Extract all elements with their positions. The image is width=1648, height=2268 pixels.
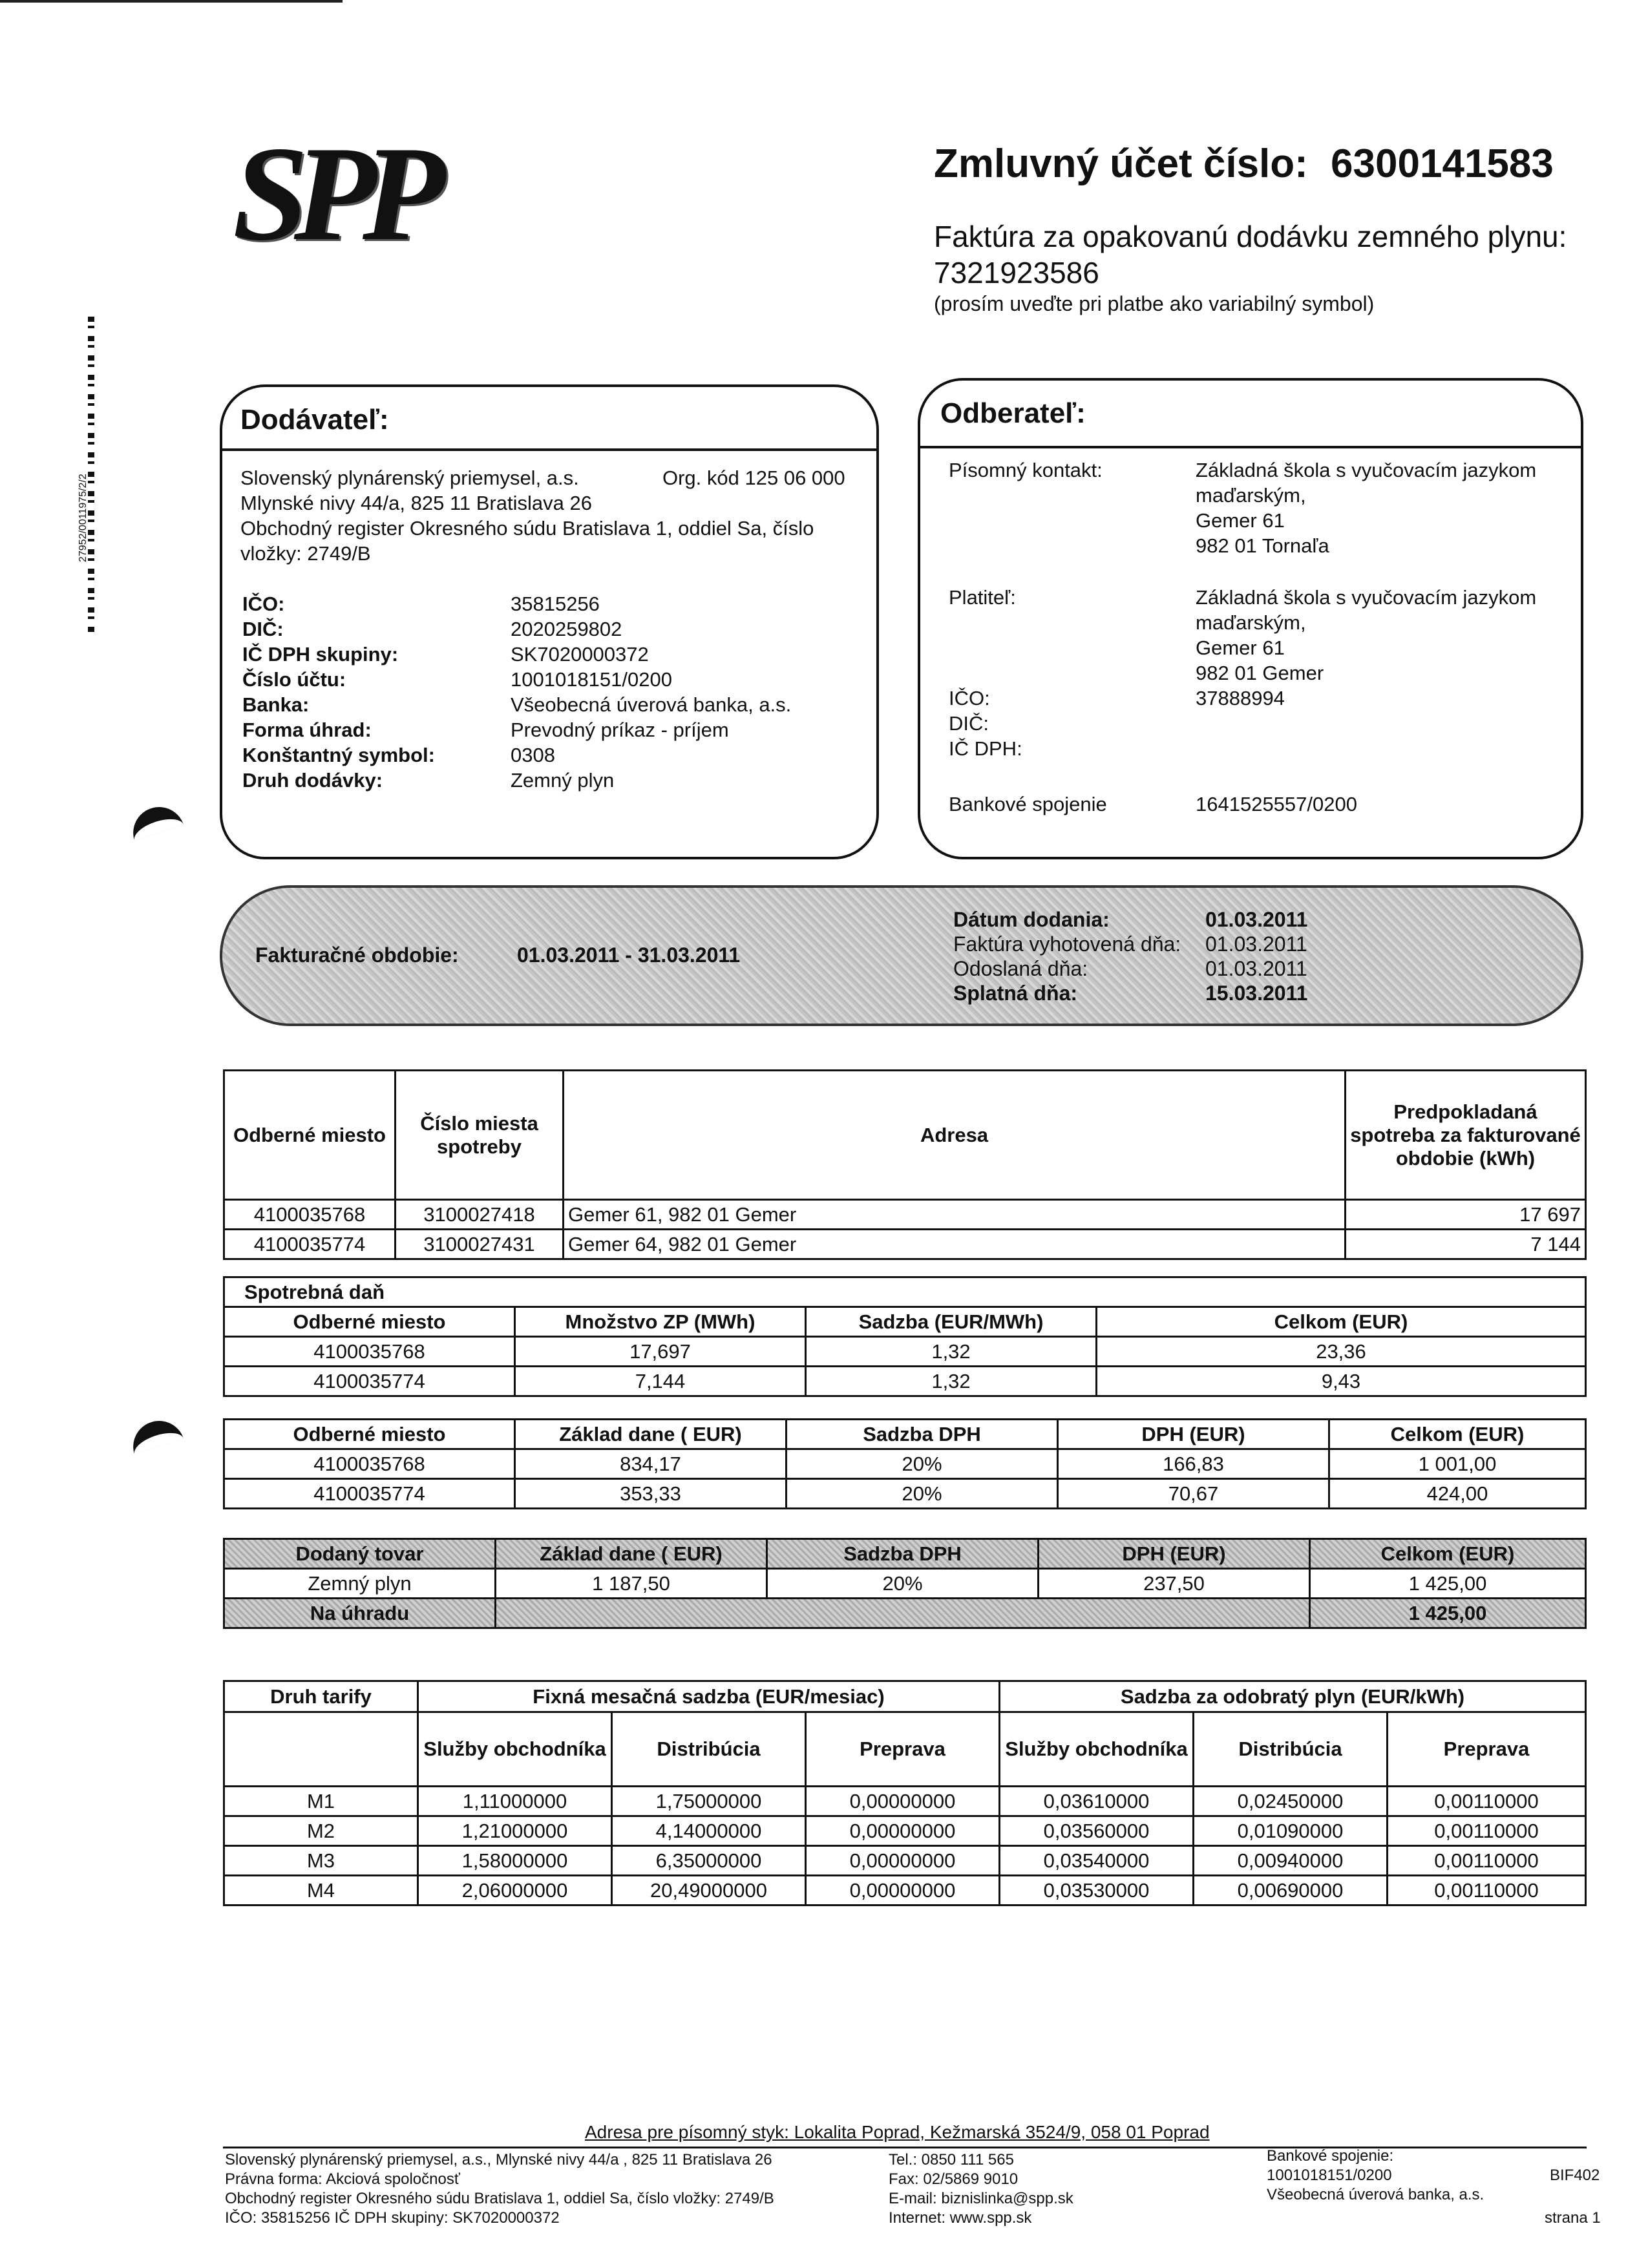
- footer-left-2: Právna forma: Akciová spoločnosť: [225, 2170, 460, 2188]
- excise-col-rate: Sadzba (EUR/MWh): [806, 1307, 1097, 1337]
- tariff-cell: 0,01090000: [1194, 1816, 1388, 1846]
- supplier-value-account: 1001018151/0200: [511, 668, 672, 691]
- tariff-group-consumption: Sadzba za odobratý plyn (EUR/kWh): [1000, 1681, 1586, 1712]
- payer-line-2: maďarským,: [1196, 611, 1306, 634]
- excise-place-cell: 4100035774: [224, 1367, 515, 1396]
- supplier-register-2: vložky: 2749/B: [240, 542, 371, 565]
- supplier-label-constant-symbol: Konštantný symbol:: [242, 744, 435, 766]
- contact-line-1: Základná škola s vyučovacím jazykom: [1196, 459, 1537, 481]
- supplier-label-payment-form: Forma úhrad:: [242, 719, 372, 741]
- tariff-type-cell: M1: [224, 1787, 418, 1816]
- footer-left-4: IČO: 35815256 IČ DPH skupiny: SK7020000372: [225, 2209, 560, 2227]
- table-row: [224, 1200, 1586, 1230]
- tariff-sub-var-distribution: Distribúcia: [1194, 1712, 1388, 1787]
- table-row: [224, 1479, 1586, 1509]
- due-date-value: 15.03.2011: [1205, 982, 1308, 1005]
- tariff-cell: 0,00000000: [806, 1787, 1000, 1816]
- tariff-sub-fixed-distribution: Distribúcia: [612, 1712, 806, 1787]
- supplier-value-dic: 2020259802: [511, 618, 622, 640]
- tariff-col-type: Druh tarify: [224, 1681, 418, 1712]
- footer-page-number: strana 1: [1545, 2209, 1601, 2227]
- table-row: [224, 1816, 1586, 1846]
- tariff-cell: 0,00110000: [1388, 1876, 1586, 1906]
- tariff-cell: 0,00110000: [1388, 1787, 1586, 1816]
- scan-mark-1: [127, 801, 184, 841]
- table-row: [224, 1449, 1586, 1479]
- footer-email: E-mail: biznislinka@spp.sk: [889, 2190, 1073, 2207]
- tariff-cell: 4,14000000: [612, 1816, 806, 1846]
- customer-icdph-label: IČ DPH:: [949, 737, 1022, 760]
- issued-date-value: 01.03.2011: [1205, 932, 1307, 956]
- supplier-name: Slovenský plynárenský priemysel, a.s.: [240, 467, 579, 489]
- table-row: [224, 1230, 1586, 1259]
- tariff-cell: 0,03560000: [1000, 1816, 1194, 1846]
- account-title-label: Zmluvný účet číslo:: [934, 142, 1308, 186]
- excise-total-cell: 23,36: [1097, 1337, 1586, 1367]
- table-row: [224, 1337, 1586, 1367]
- invoice-heading: [934, 218, 1567, 291]
- vat-col-total: Celkom (EUR): [1329, 1420, 1586, 1449]
- excise-place-cell: 4100035768: [224, 1337, 515, 1367]
- payer-line-3: Gemer 61: [1196, 636, 1285, 659]
- vat-total-cell: 424,00: [1329, 1479, 1586, 1509]
- tariff-cell: 1,11000000: [418, 1787, 612, 1816]
- vat-col-place: Odberné miesto: [224, 1420, 515, 1449]
- footer-phone: Tel.: 0850 111 565: [889, 2151, 1014, 2168]
- scan-mark-2: [127, 1414, 184, 1455]
- spp-logo: [233, 119, 472, 269]
- tariff-sub-fixed-transport: Preprava: [806, 1712, 1000, 1787]
- issued-date-label: Faktúra vyhotovená dňa:: [953, 932, 1181, 956]
- vat-rate-cell: 20%: [787, 1449, 1058, 1479]
- tariff-cell: 1,21000000: [418, 1816, 612, 1846]
- invoice-number: 7321923586: [934, 256, 1099, 289]
- contact-line-3: Gemer 61: [1196, 509, 1285, 532]
- payer-line-4: 982 01 Gemer: [1196, 662, 1324, 684]
- amount-due-value: 1 425,00: [1310, 1599, 1586, 1628]
- excise-rate-cell: 1,32: [806, 1367, 1097, 1396]
- vat-amount-cell: 166,83: [1058, 1449, 1329, 1479]
- logo-text: SPP: [233, 119, 432, 269]
- customer-ico-value: 37888994: [1196, 687, 1285, 709]
- customer-dic-label: DIČ:: [949, 712, 989, 735]
- goods-col-total: Celkom (EUR): [1310, 1539, 1586, 1569]
- tariff-sub-var-transport: Preprava: [1388, 1712, 1586, 1787]
- col-address: Adresa: [564, 1071, 1346, 1200]
- goods-col-rate: Sadzba DPH: [767, 1539, 1039, 1569]
- vat-base-cell: 353,33: [515, 1479, 787, 1509]
- vat-place-cell: 4100035774: [224, 1479, 515, 1509]
- sent-date-value: 01.03.2011: [1205, 957, 1307, 980]
- tariff-cell: 0,00110000: [1388, 1846, 1586, 1876]
- customer-title-rule: [920, 446, 1581, 448]
- tariff-cell: 0,03610000: [1000, 1787, 1194, 1816]
- supplier-label-bank: Banka:: [242, 693, 310, 716]
- footer-left-1: Slovenský plynárenský priemysel, a.s., Mlynské nivy 44/a , 825 11 Bratislava 26: [225, 2151, 772, 2168]
- tariff-cell: 0,00690000: [1194, 1876, 1388, 1906]
- goods-col-base: Základ dane ( EUR): [496, 1539, 767, 1569]
- col-expected-consumption: Predpokladaná spotreba za fakturované obdobie (kWh): [1346, 1071, 1586, 1200]
- excise-total-cell: 9,43: [1097, 1367, 1586, 1396]
- supplier-org-code: Org. kód 125 06 000: [662, 467, 845, 489]
- tariff-cell: 0,00000000: [806, 1846, 1000, 1876]
- invoice-note: (prosím uveďte pri platbe ako variabilný symbol): [934, 292, 1375, 315]
- footer-bank-account: 1001018151/0200: [1267, 2167, 1392, 2184]
- payer-line-1: Základná škola s vyučovacím jazykom: [1196, 586, 1537, 609]
- vat-rate-cell: 20%: [787, 1479, 1058, 1509]
- account-title: [934, 141, 1554, 187]
- tariff-type-cell: M4: [224, 1876, 418, 1906]
- vat-col-base: Základ dane ( EUR): [515, 1420, 787, 1449]
- vat-total-cell: 1 001,00: [1329, 1449, 1586, 1479]
- side-code: 27952/0011975/2/2: [78, 474, 89, 562]
- contact-line-2: maďarským,: [1196, 484, 1306, 507]
- excise-col-place: Odberné miesto: [224, 1307, 515, 1337]
- excise-quantity-cell: 17,697: [515, 1337, 806, 1367]
- contact-line-4: 982 01 Tornaľa: [1196, 534, 1329, 557]
- tariff-cell: 0,03540000: [1000, 1846, 1194, 1876]
- delivery-date-label: Dátum dodania:: [953, 908, 1110, 931]
- invoice-label: Faktúra za opakovanú dodávku zemného plynu:: [934, 220, 1567, 253]
- vat-place-cell: 4100035768: [224, 1449, 515, 1479]
- footer-bank-name: Všeobecná úverová banka, a.s.: [1267, 2186, 1484, 2203]
- vat-base-cell: 834,17: [515, 1449, 787, 1479]
- address-cell: Gemer 61, 982 01 Gemer: [564, 1200, 1346, 1230]
- bank-value: 1641525557/0200: [1196, 793, 1357, 815]
- excise-col-total: Celkom (EUR): [1097, 1307, 1586, 1337]
- customer-ico-label: IČO:: [949, 687, 990, 709]
- footer-web: Internet: www.spp.sk: [889, 2209, 1032, 2227]
- footer-bank-label: Bankové spojenie:: [1267, 2147, 1394, 2165]
- tariff-sub-empty: [224, 1712, 418, 1787]
- tariff-cell: 20,49000000: [612, 1876, 806, 1906]
- account-number: 6300141583: [1331, 142, 1554, 186]
- supplier-label-delivery-type: Druh dodávky:: [242, 769, 383, 792]
- period-value: 01.03.2011 - 31.03.2011: [517, 943, 741, 967]
- vat-col-rate: Sadzba DPH: [787, 1420, 1058, 1449]
- tariff-cell: 0,00110000: [1388, 1816, 1586, 1846]
- supplier-value-payment-form: Prevodný príkaz - príjem: [511, 719, 729, 741]
- place-cell: 4100035774: [224, 1230, 396, 1259]
- period-label: Fakturačné obdobie:: [255, 943, 459, 967]
- supplier-title-rule: [222, 448, 876, 451]
- vat-amount-cell: 70,67: [1058, 1479, 1329, 1509]
- supplier-value-icdph: SK7020000372: [511, 643, 649, 666]
- excise-rate-cell: 1,32: [806, 1337, 1097, 1367]
- amount-due-label: Na úhradu: [224, 1599, 496, 1628]
- table-row: [224, 1367, 1586, 1396]
- contact-label: Písomný kontakt:: [949, 459, 1103, 481]
- goods-col-item: Dodaný tovar: [224, 1539, 496, 1569]
- tariff-cell: 0,03530000: [1000, 1876, 1194, 1906]
- footer-left-3: Obchodný register Okresného súdu Bratislava 1, oddiel Sa, číslo vložky: 2749/B: [225, 2190, 774, 2207]
- goods-item-cell: Zemný plyn: [224, 1569, 496, 1599]
- table-row: [224, 1787, 1586, 1816]
- supplier-label-account: Číslo účtu:: [242, 668, 346, 691]
- footer-address-line: Adresa pre písomný styk: Lokalita Poprad, Kežmarská 3524/9, 058 01 Poprad: [585, 2122, 1210, 2142]
- supplier-value-constant-symbol: 0308: [511, 744, 555, 766]
- tariff-sub-var-services: Služby obchodníka: [1000, 1712, 1194, 1787]
- supplier-label-icdph: IČ DPH skupiny:: [242, 643, 399, 666]
- supplier-address: Mlynské nivy 44/a, 825 11 Bratislava 26: [240, 492, 592, 514]
- customer-title: Odberateľ:: [940, 397, 1086, 429]
- place-number-cell: 3100027418: [396, 1200, 564, 1230]
- supplier-value-delivery-type: Zemný plyn: [511, 769, 615, 792]
- goods-base-cell: 1 187,50: [496, 1569, 767, 1599]
- excise-col-quantity: Množstvo ZP (MWh): [515, 1307, 806, 1337]
- tariff-cell: 6,35000000: [612, 1846, 806, 1876]
- excise-tax-table: [223, 1276, 1587, 1397]
- table-row: [224, 1569, 1586, 1599]
- payer-label: Platiteľ:: [949, 586, 1016, 609]
- bank-label: Bankové spojenie: [949, 793, 1107, 815]
- table-row: [224, 1876, 1586, 1906]
- tariff-table: [223, 1680, 1587, 1906]
- goods-table: [223, 1538, 1587, 1629]
- excise-quantity-cell: 7,144: [515, 1367, 806, 1396]
- scan-artifact-top-line: [0, 0, 343, 3]
- goods-col-vat: DPH (EUR): [1039, 1539, 1310, 1569]
- excise-title: Spotrebná daň: [224, 1277, 1586, 1307]
- place-cell: 4100035768: [224, 1200, 396, 1230]
- supplier-register-1: Obchodný register Okresného súdu Bratislava 1, oddiel Sa, číslo: [240, 517, 814, 540]
- goods-rate-cell: 20%: [767, 1569, 1039, 1599]
- tariff-sub-fixed-services: Služby obchodníka: [418, 1712, 612, 1787]
- place-number-cell: 3100027431: [396, 1230, 564, 1259]
- table-row: [224, 1846, 1586, 1876]
- address-cell: Gemer 64, 982 01 Gemer: [564, 1230, 1346, 1259]
- footer-form-code: BIF402: [1550, 2167, 1600, 2184]
- col-place-number: Číslo miesta spotreby: [396, 1071, 564, 1200]
- tariff-cell: 0,00000000: [806, 1876, 1000, 1906]
- goods-total-cell: 1 425,00: [1310, 1569, 1586, 1599]
- goods-vat-cell: 237,50: [1039, 1569, 1310, 1599]
- consumption-cell: 17 697: [1346, 1200, 1586, 1230]
- supplier-value-ico: 35815256: [511, 593, 600, 615]
- supplier-title: Dodávateľ:: [240, 404, 389, 436]
- tariff-cell: 0,00940000: [1194, 1846, 1388, 1876]
- tariff-group-fixed: Fixná mesačná sadzba (EUR/mesiac): [418, 1681, 1000, 1712]
- tariff-cell: 2,06000000: [418, 1876, 612, 1906]
- consumption-places-table: [223, 1069, 1587, 1260]
- vat-col-vat: DPH (EUR): [1058, 1420, 1329, 1449]
- tariff-cell: 1,58000000: [418, 1846, 612, 1876]
- footer-fax: Fax: 02/5869 9010: [889, 2170, 1019, 2188]
- supplier-value-bank: Všeobecná úverová banka, a.s.: [511, 693, 792, 716]
- tariff-cell: 0,00000000: [806, 1816, 1000, 1846]
- supplier-label-ico: IČO:: [242, 593, 285, 615]
- tariff-type-cell: M2: [224, 1816, 418, 1846]
- vat-table: [223, 1418, 1587, 1509]
- sent-date-label: Odoslaná dňa:: [953, 957, 1088, 980]
- tariff-cell: 0,02450000: [1194, 1787, 1388, 1816]
- due-date-label: Splatná dňa:: [953, 982, 1078, 1005]
- consumption-cell: 7 144: [1346, 1230, 1586, 1259]
- delivery-date-value: 01.03.2011: [1205, 908, 1308, 931]
- tariff-type-cell: M3: [224, 1846, 418, 1876]
- tariff-cell: 1,75000000: [612, 1787, 806, 1816]
- amount-due-spacer: [496, 1599, 1310, 1628]
- col-consumption-place: Odberné miesto: [224, 1071, 396, 1200]
- supplier-label-dic: DIČ:: [242, 618, 284, 640]
